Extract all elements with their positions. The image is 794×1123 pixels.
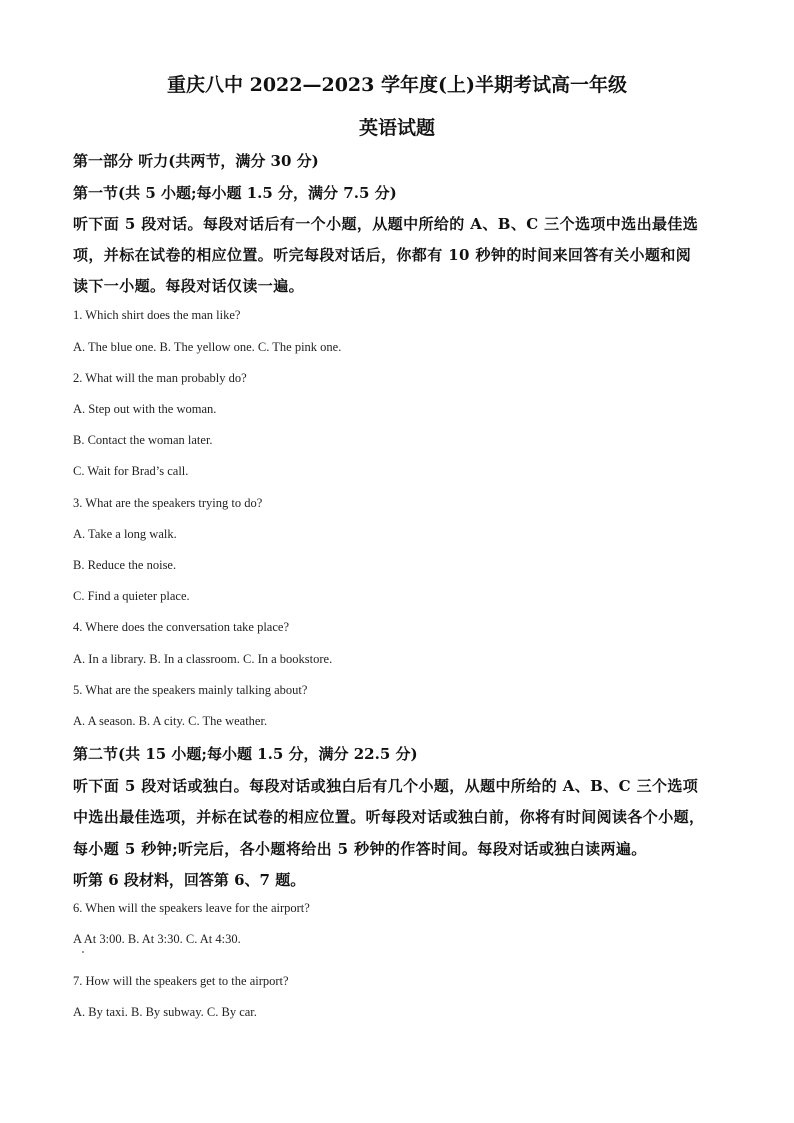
part1-heading: 第一部分 听力(共两节，满分 30 分) [73, 152, 319, 170]
question-6-options: A At 3:00. B. At 3:30. C. At 4:30. [73, 932, 241, 946]
exam-title: 重庆八中 2022—2023 学年度(上)半期考试高一年级 [167, 74, 627, 96]
question-3-option-a: A. Take a long walk. [73, 527, 177, 541]
section1-instruction-line: 读下一小题。每段对话仅读一遍。 [73, 277, 305, 295]
section2-heading: 第二节(共 15 小题;每小题 1.5 分，满分 22.5 分) [73, 745, 418, 763]
material-6-heading: 听第 6 段材料，回答第 6、7 题。 [73, 871, 306, 889]
question-2: 2. What will the man probably do? [73, 371, 247, 385]
section2-instruction-line: 每小题 5 秒钟;听完后，各小题将给出 5 秒钟的作答时间。每段对话或独白读两遍。 [73, 840, 647, 858]
question-2-option-b: B. Contact the woman later. [73, 433, 213, 447]
question-3-option-c: C. Find a quieter place. [73, 589, 190, 603]
question-3-option-b: B. Reduce the noise. [73, 558, 177, 572]
section2-instruction-line: 中选出最佳选项，并标在试卷的相应位置。听每段对话或独白前，你将有时间阅读各个小题， [73, 808, 705, 826]
question-7: 7. How will the speakers get to the airport? [73, 974, 289, 988]
section1-heading: 第一节(共 5 小题;每小题 1.5 分，满分 7.5 分) [73, 184, 397, 202]
question-1-options: A. The blue one. B. The yellow one. C. The pink one. [73, 340, 342, 354]
section2-instruction-line: 听下面 5 段对话或独白。每段对话或独白后有几个小题，从题中所给的 A、B、C 三个选项 [73, 777, 699, 795]
question-1: 1. Which shirt does the man like? [73, 308, 241, 322]
question-4-options: A. In a library. B. In a classroom. C. In a bookstore. [73, 652, 333, 666]
question-2-option-a: A. Step out with the woman. [73, 402, 217, 416]
question-7-options: A. By taxi. B. By subway. C. By car. [73, 1005, 257, 1019]
question-5: 5. What are the speakers mainly talking about? [73, 683, 308, 697]
question-3: 3. What are the speakers trying to do? [73, 496, 263, 510]
question-5-options: A. A season. B. A city. C. The weather. [73, 714, 268, 728]
question-4: 4. Where does the conversation take place? [73, 620, 289, 634]
section1-instruction-line: 项，并标在试卷的相应位置。听完每段对话后，你都有 10 秒钟的时间来回答有关小题和阅 [73, 246, 692, 264]
question-6: 6. When will the speakers leave for the airport? [73, 901, 310, 915]
section1-instruction-line: 听下面 5 段对话。每段对话后有一个小题，从题中所给的 A、B、C 三个选项中选出最佳选 [73, 215, 699, 233]
question-2-option-c: C. Wait for Brad’s call. [73, 464, 189, 478]
exam-subject: 英语试题 [358, 117, 435, 139]
stray-mark [82, 951, 84, 953]
